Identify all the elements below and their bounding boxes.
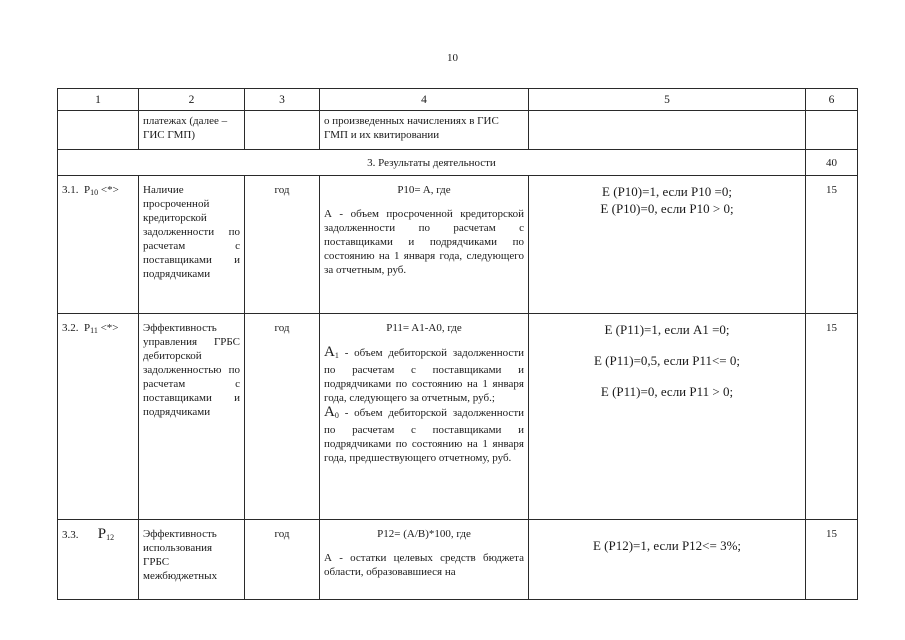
- indicator-formula: P12= (A/B)*100, где: [377, 528, 471, 540]
- indicator-weight: 15: [806, 520, 858, 600]
- indicator-mark: <*>: [100, 184, 119, 196]
- column-header: 5: [529, 89, 806, 111]
- indicator-name: Эффективность использования ГРБС межбюджетных: [139, 520, 245, 600]
- indicator-formula-cell: [320, 314, 529, 520]
- page-number: 10: [447, 52, 458, 64]
- indicator-description: $A_1$ - объем дебиторской задолженности по расчетам с поставщиками и подрядчиками по состоянию на 1 января года, следующего за отчетным, руб.;: [324, 344, 525, 404]
- indicator-code: $P_{12}$: [97, 526, 115, 542]
- indicator-formula-cell: [320, 176, 529, 314]
- indicator-mark: <*>: [100, 322, 119, 334]
- indicator-code: $P_{11}$: [84, 322, 98, 335]
- indicator-number: 3.1. $P_{10}$ <*>: [58, 176, 139, 314]
- indicator-number: 3.3. $P_{12}$: [58, 520, 139, 600]
- criterion: E (P11)=0,5, если P11<= 0;: [593, 353, 740, 368]
- criterion: E (P11)=0, если P11 > 0;: [600, 384, 734, 399]
- indicator-name: Эффективность управления ГРБС дебиторской задолженностью по расчетам с поставщиками и подрядчиками: [139, 314, 245, 520]
- indicator-row-3-3: [58, 520, 858, 600]
- column-header: 4: [320, 89, 529, 111]
- indicator-name: Наличие просроченной кредиторской задолженности по расчетам с поставщиками и подрядчиками: [139, 176, 245, 314]
- indicator-row-3-2: [58, 314, 858, 520]
- indicator-criteria-cell: [529, 176, 806, 314]
- criterion: E (P12)=1, если P12<= 3%;: [592, 538, 742, 553]
- header-row: [58, 89, 858, 111]
- continuation-description: о произведенных начислениях в ГИС ГМП и их квитировании: [320, 111, 529, 150]
- section-row: [58, 150, 858, 176]
- indicator-number: 3.2. $P_{11}$ <*>: [58, 314, 139, 520]
- indicators-table: [57, 88, 858, 600]
- continuation-name: платежах (далее – ГИС ГМП): [139, 111, 245, 150]
- indicator-unit: год: [245, 314, 320, 520]
- indicator-criteria-cell: [529, 520, 806, 600]
- section-weight: 40: [806, 150, 858, 176]
- section-title: 3. Результаты деятельности: [58, 150, 806, 176]
- indicator-description: А - объем просроченной кредиторской задолженности по расчетам с поставщиками и подрядчиками по состоянию на 1 января года, следующего за отчетным, руб.: [324, 208, 524, 276]
- indicator-formula: P11= A1-A0, где: [386, 322, 462, 334]
- indicator-formula-cell: [320, 520, 529, 600]
- variable-symbol: $A_1$: [324, 344, 339, 360]
- indicator-description: А - остатки целевых средств бюджета области, образовавшиеся на: [324, 552, 524, 578]
- indicator-row-3-1: [58, 176, 858, 314]
- column-header: 3: [245, 89, 320, 111]
- column-header: 6: [806, 89, 858, 111]
- criterion: E (P10)=1, если P10 =0;: [602, 184, 732, 199]
- indicator-formula: P10= A, где: [397, 184, 451, 196]
- indicator-weight: 15: [806, 314, 858, 520]
- indicator-description: $A_0$ - объем дебиторской задолженности по расчетам с поставщиками и подрядчиками по состоянию на 1 января года, предшествующего отчетному, руб.: [324, 404, 525, 464]
- criterion: E (P10)=0, если P10 > 0;: [600, 201, 734, 216]
- column-header: 1: [58, 89, 139, 111]
- column-header: 2: [139, 89, 245, 111]
- variable-symbol: $A_0$: [324, 404, 339, 420]
- criterion: E (P11)=1, если A1 =0;: [604, 322, 730, 337]
- indicator-code: $P_{10}$: [84, 184, 99, 197]
- continuation-row: [58, 111, 858, 150]
- indicator-unit: год: [245, 520, 320, 600]
- indicator-weight: 15: [806, 176, 858, 314]
- indicator-criteria-cell: [529, 314, 806, 520]
- indicator-unit: год: [245, 176, 320, 314]
